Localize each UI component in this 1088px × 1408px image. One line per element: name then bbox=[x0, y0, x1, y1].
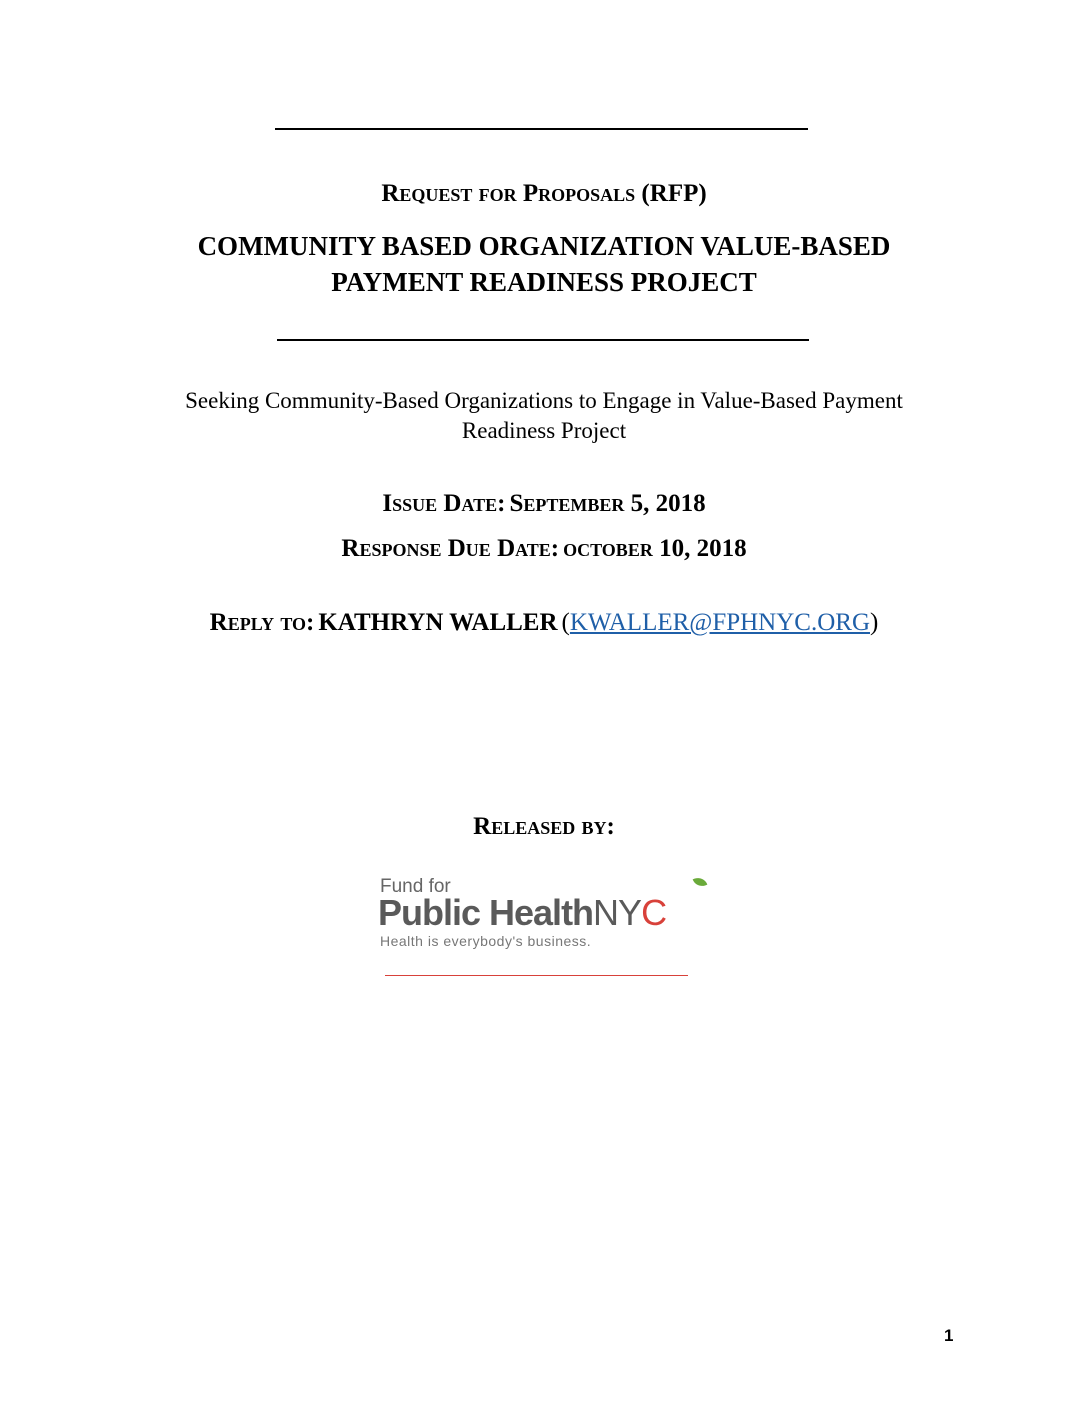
contact-email-link[interactable]: KWALLER@FPHNYC.ORG bbox=[569, 609, 870, 636]
document-title-line-1: COMMUNITY BASED ORGANIZATION VALUE-BASED bbox=[197, 231, 891, 261]
issue-date bbox=[0, 490, 1088, 518]
subtitle: Seeking Community-Based Organizations to Engage in Value-Based Payment Readiness Project bbox=[185, 388, 903, 443]
bottom-divider bbox=[277, 339, 809, 341]
logo-ny: NY bbox=[593, 892, 642, 933]
logo-fund-for: Fund for bbox=[380, 876, 451, 897]
due-date-value: october 10, 2018 bbox=[563, 535, 747, 562]
reply-to-label: Reply to: bbox=[209, 609, 315, 636]
document-title-line-2: PAYMENT READINESS PROJECT bbox=[331, 267, 757, 297]
apple-leaf-icon bbox=[693, 875, 708, 889]
issue-date-value: September 5, 2018 bbox=[509, 490, 706, 517]
logo-tagline: Health is everybody's business. bbox=[380, 933, 592, 949]
released-by-label: Released by: bbox=[473, 813, 615, 840]
top-divider bbox=[275, 128, 808, 130]
document-title bbox=[0, 228, 1088, 300]
close-paren: ) bbox=[870, 609, 879, 636]
due-date-label: Response Due Date: bbox=[341, 535, 560, 562]
logo-wordmark bbox=[378, 893, 666, 933]
fund-for-public-health-nyc-logo bbox=[378, 877, 708, 953]
response-due-date bbox=[0, 535, 1088, 563]
page-number: 1 bbox=[944, 1326, 954, 1345]
reply-to-name: KATHRYN WALLER bbox=[318, 609, 558, 636]
issue-date-label: Issue Date: bbox=[382, 490, 506, 517]
reply-to bbox=[0, 609, 1088, 637]
open-paren: ( bbox=[561, 609, 570, 636]
logo-c: C bbox=[641, 892, 667, 933]
logo-underline bbox=[385, 975, 688, 976]
logo-public-health: Public Health bbox=[378, 892, 594, 933]
rfp-label: Request for Proposals (RFP) bbox=[381, 180, 707, 207]
